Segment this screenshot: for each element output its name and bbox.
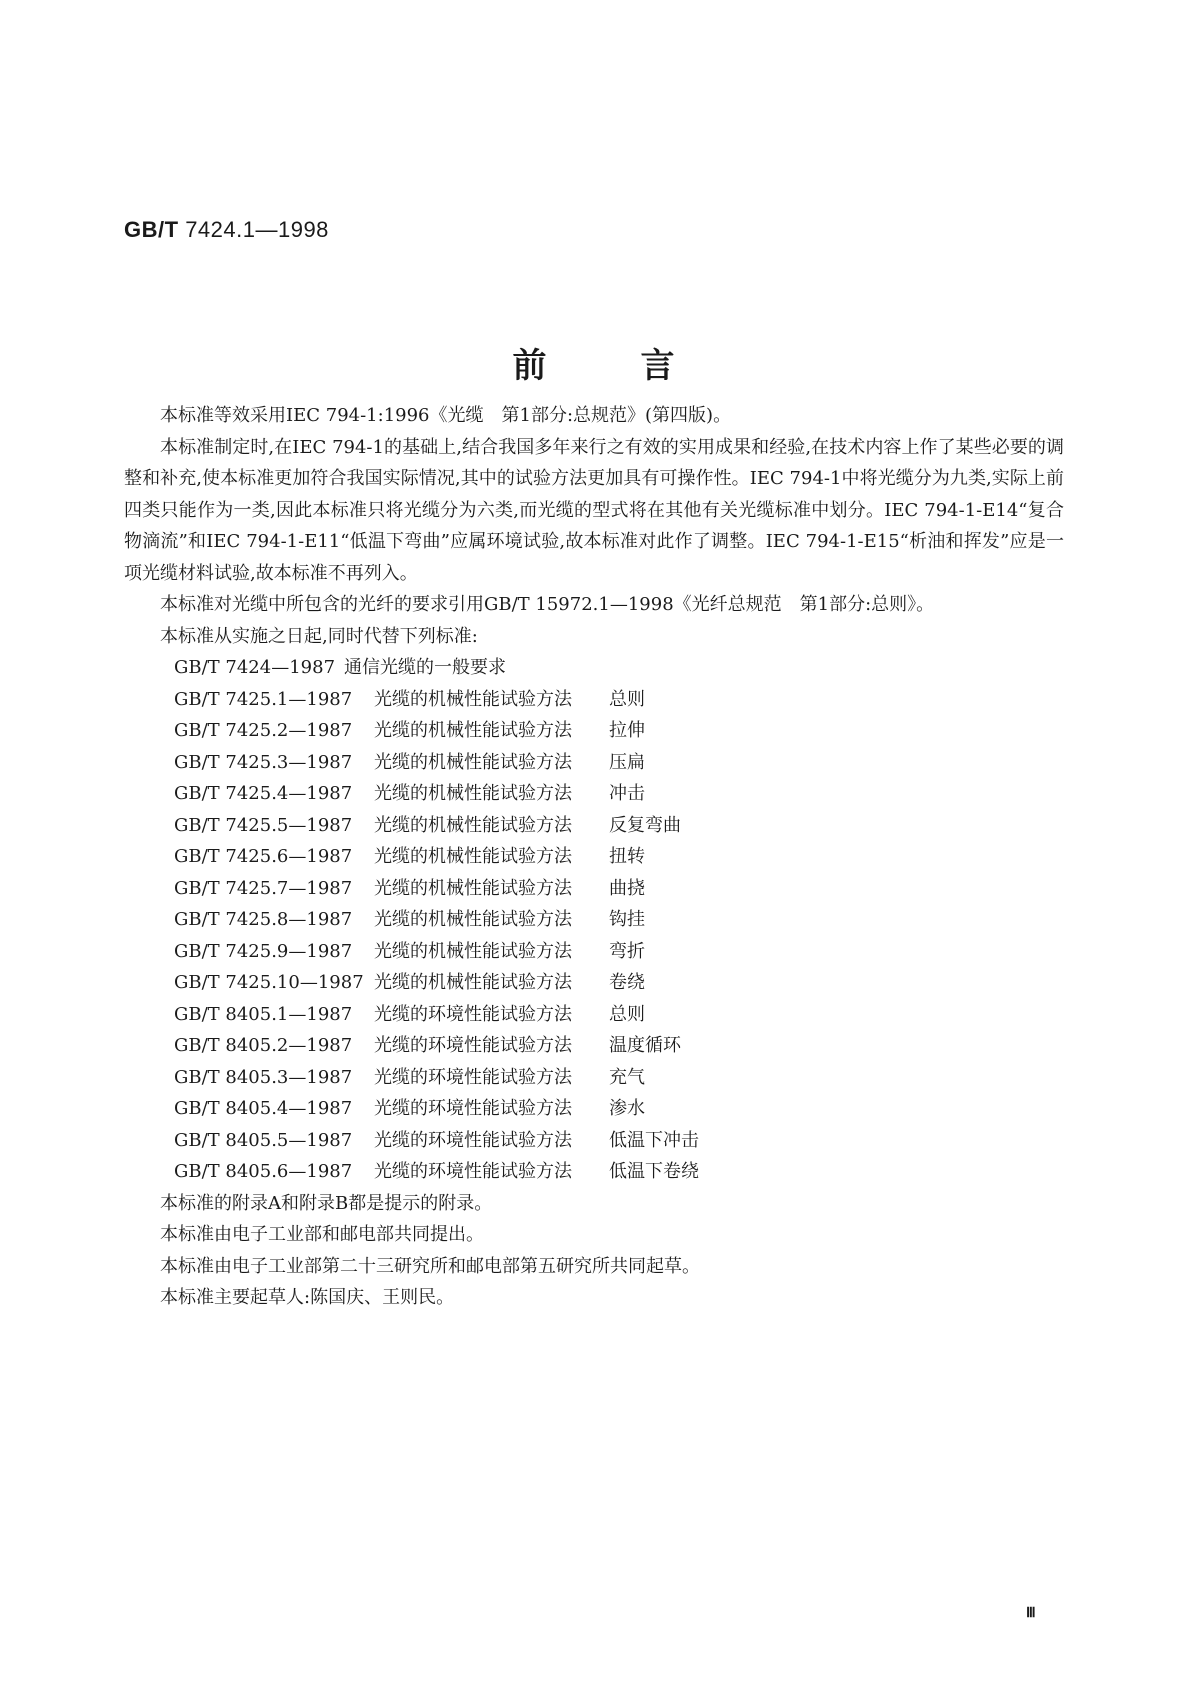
- standard-code: GB/T 7425.10—1987: [174, 972, 364, 993]
- standard-name: 光缆的环境性能试验方法: [374, 1035, 572, 1056]
- standard-name: 光缆的机械性能试验方法: [374, 940, 572, 962]
- paragraph-drafters: 本标准主要起草人:陈国庆、王则民。: [160, 1287, 455, 1308]
- standard-code: GB/T 7425.6—1987: [174, 846, 353, 867]
- paragraph-replacement-intro: 本标准从实施之日起,同时代替下列标准:: [160, 625, 478, 647]
- standard-part: 低温下冲击: [609, 1129, 699, 1151]
- standard-name: 光缆的机械性能试验方法: [374, 972, 572, 993]
- standard-code: GB/T 8405.2—1987: [174, 1035, 353, 1056]
- standard-part: 充气: [609, 1066, 645, 1088]
- standard-code: GB/T 8405.3—1987: [174, 1066, 353, 1088]
- list-item: [124, 999, 1064, 1031]
- list-item: [124, 684, 1064, 716]
- standard-part: 反复弯曲: [609, 814, 681, 836]
- standard-name: 光缆的机械性能试验方法: [374, 814, 572, 836]
- standard-code: GB/T 8405.5—1987: [174, 1129, 353, 1151]
- standard-code: GB/T 7425.7—1987: [174, 877, 353, 899]
- standard-name: 光缆的环境性能试验方法: [374, 1003, 572, 1025]
- standard-name: 光缆的环境性能试验方法: [374, 1161, 572, 1182]
- list-item: [124, 652, 1064, 684]
- list-item: [124, 778, 1064, 810]
- list-item: [124, 715, 1064, 747]
- standard-name: 光缆的机械性能试验方法: [374, 909, 572, 930]
- standard-part: 总则: [609, 1003, 645, 1025]
- standard-code: GB/T 7425.5—1987: [174, 814, 353, 836]
- standard-part: 卷绕: [609, 972, 645, 993]
- list-item: [124, 1125, 1064, 1157]
- standard-part: 弯折: [609, 940, 645, 962]
- list-item: [124, 1030, 1064, 1062]
- standard-part: 曲挠: [609, 877, 645, 899]
- standard-part: 压扁: [609, 751, 645, 773]
- standard-code: GB/T 7425.1—1987: [174, 688, 353, 710]
- page-number: Ⅲ: [1026, 1606, 1036, 1621]
- paragraph-proposer: 本标准由电子工业部和邮电部共同提出。: [160, 1224, 484, 1245]
- standard-name: 光缆的环境性能试验方法: [374, 1129, 572, 1151]
- preface-body: [124, 400, 1064, 1314]
- standard-name: 光缆的机械性能试验方法: [374, 846, 572, 867]
- standard-code: GB/T 7425.9—1987: [174, 940, 353, 962]
- paragraph-formulation: 本标准制定时,在IEC 794-1的基础上,结合我国多年来行之有效的实用成果和经验,在技术内容上作了某些必要的调整和补充,使本标准更加符合我国实际情况,其中的试验方法更加具有可操作性。IEC 794-1中将光缆分为九类,实际上前四类只能作为一类,因此本标准只将光缆分为六类,而光缆的型式将在其他有关光缆标准中划分。IEC 794-1-E14“复合物滴流”和IEC 794-1-E11“低温下弯曲”应属环境试验,故本标准对此作了调整。IEC 794-1-E15“析油和挥发”应是一项光缆材料试验,故本标准不再列入。: [124, 436, 1064, 584]
- document-code-number: 7424.1—1998: [185, 217, 329, 242]
- standard-code: GB/T 7425.8—1987: [174, 909, 353, 930]
- standard-part: 钩挂: [609, 909, 645, 930]
- list-item: [124, 1156, 1064, 1188]
- standard-code: GB/T 7424—1987: [174, 657, 336, 678]
- standard-part: 低温下卷绕: [609, 1161, 699, 1182]
- list-item: [124, 810, 1064, 842]
- standard-part: 渗水: [609, 1098, 645, 1119]
- standard-code: GB/T 7425.2—1987: [174, 720, 353, 741]
- standard-name: 光缆的机械性能试验方法: [374, 783, 572, 804]
- standard-name: 光缆的环境性能试验方法: [374, 1098, 572, 1119]
- standard-part: 温度循环: [609, 1035, 681, 1056]
- list-item: [124, 841, 1064, 873]
- standard-name: 光缆的机械性能试验方法: [374, 688, 572, 710]
- list-item: [124, 1062, 1064, 1094]
- standard-code: GB/T 7425.4—1987: [174, 783, 353, 804]
- title-char-2: 言: [640, 346, 679, 386]
- standard-code: GB/T 7425.3—1987: [174, 751, 353, 773]
- list-item: [124, 747, 1064, 779]
- standard-name: 通信光缆的一般要求: [344, 657, 506, 678]
- document-code-prefix: GB/T: [124, 217, 179, 242]
- list-item: [124, 904, 1064, 936]
- list-item: [124, 873, 1064, 905]
- list-item: [124, 936, 1064, 968]
- standard-code: GB/T 8405.1—1987: [174, 1003, 353, 1025]
- replaced-standards-list: [124, 652, 1064, 1188]
- standard-name: 光缆的机械性能试验方法: [374, 720, 572, 741]
- page-title: [0, 338, 1191, 387]
- standard-part: 拉伸: [609, 720, 645, 741]
- standard-code: GB/T 8405.6—1987: [174, 1161, 353, 1182]
- standard-name: 光缆的机械性能试验方法: [374, 877, 572, 899]
- title-char-1: 前: [512, 346, 551, 386]
- standard-part: 冲击: [609, 783, 645, 804]
- standard-name: 光缆的环境性能试验方法: [374, 1066, 572, 1088]
- paragraph-appendix: 本标准的附录A和附录B都是提示的附录。: [160, 1192, 493, 1214]
- standard-part: 扭转: [609, 846, 645, 867]
- list-item: [124, 1093, 1064, 1125]
- list-item: [124, 967, 1064, 999]
- standard-code: GB/T 8405.4—1987: [174, 1098, 353, 1119]
- document-code: [124, 217, 329, 243]
- paragraph-adoption: 本标准等效采用IEC 794-1:1996《光缆 第1部分:总规范》(第四版)。: [160, 405, 732, 426]
- paragraph-fiber-reference: 本标准对光缆中所包含的光纤的要求引用GB/T 15972.1—1998《光纤总规范 第1部分:总则》。: [160, 594, 935, 615]
- paragraph-drafting-units: 本标准由电子工业部第二十三研究所和邮电部第五研究所共同起草。: [160, 1255, 700, 1277]
- standard-name: 光缆的机械性能试验方法: [374, 751, 572, 773]
- standard-part: 总则: [609, 688, 645, 710]
